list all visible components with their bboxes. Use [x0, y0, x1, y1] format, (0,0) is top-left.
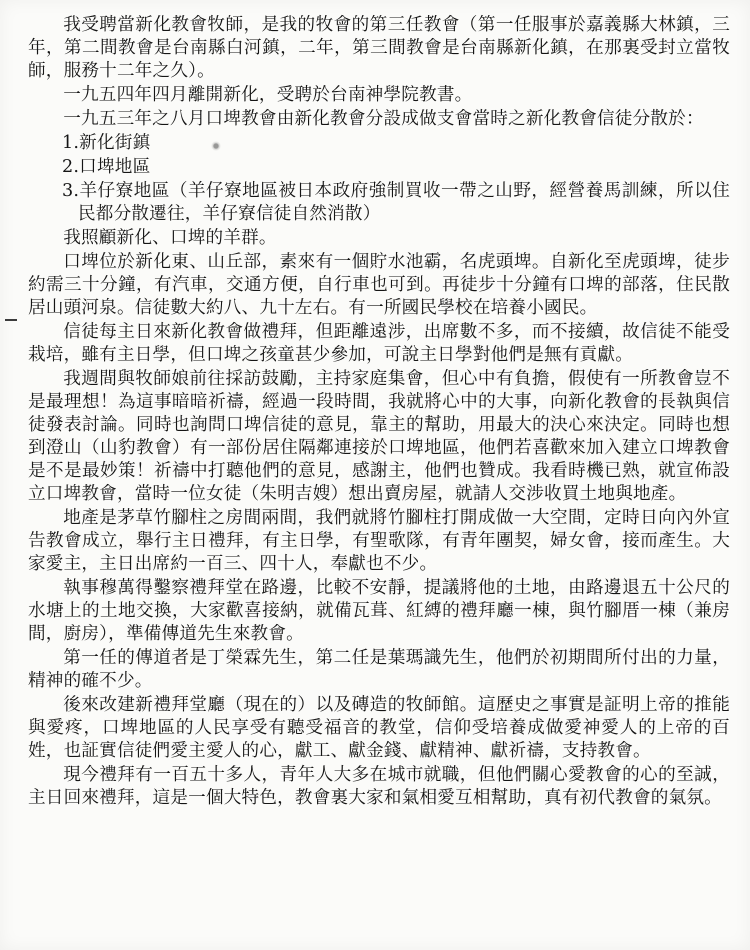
- paragraph-property: 地產是茅草竹腳柱之房間兩間，我們就將竹腳柱打開成做一大空間，定時日向內外宣告教會成立，舉行主日禮拜，有主日學，有聖歌隊，有青年團契，婦女會，接而產生。大家愛主，主日出席約一百三、四十人，奉獻也不少。: [28, 508, 730, 574]
- paragraph-intro: 我受聘當新化教會牧師，是我的牧會的第三任教會（第一任服事於嘉義縣大林鎮，三年，第二間教會是台南縣白河鎮，二年，第三間教會是台南縣新化鎮，在那裏受封立當牧師，服務十二年之久）。: [28, 15, 730, 81]
- paragraph-church-plan: 我週間與牧師娘前往採訪鼓勵，主持家庭集會，但心中有負擔，假使有一所教會豈不是最理想！為這事暗暗祈禱，經過一段時間，我就將心中的大事，向新化教會的長執與信徒發表討論。同時也詢問口埤信徒的意見，靠主的幫助，用最大的決心來決定。同時也想到澄山（山豹教會）有一部份居住隔鄰連接於口埤地區，他們若喜歡來加入建立口埤教會是不是最妙策！祈禱中打聽他們的意見，感謝主，他們也贊成。我看時機已熟，就宣佈設立口埤教會，當時一位女徒（朱明吉嫂）想出賣房屋，就請人交涉收買土地與地產。: [28, 369, 730, 504]
- paragraph-koupi-location: 口埤位於新化東、山丘部，素來有一個貯水池霸，名虎頭埤。自新化至虎頭埤，徒步約需三十分鐘，有汽車，交通方便，自行車也可到。再徒步十分鐘有口埤的部落，住民散居山頭河泉。信徒數大約八、九十左右。有一所國民學校在培養小國民。: [28, 252, 730, 318]
- paragraph-care-flock: 我照顧新化、口埤的羊群。: [63, 228, 277, 248]
- paragraph-preachers: 第一任的傳道者是丁榮霖先生，第二任是葉瑪識先生，他們於初期間所付出的力量，精神的確不少。: [28, 648, 730, 691]
- paragraph-rebuild: 後來改建新禮拜堂廳（現在的）以及磚造的牧師館。這歷史之事實是証明上帝的推能與愛疼，口埤地區的人民享受有聽受福音的教堂，信仰受培養成做愛神愛人的上帝的百姓，也証實信徒們愛主愛人的心，獻工、獻金錢、獻精神、獻祈禱，支持教會。: [28, 695, 730, 761]
- list-item-koupi-area: 2.口埤地區: [62, 157, 151, 177]
- margin-dash-mark: [5, 319, 17, 321]
- document-body: [28, 14, 730, 810]
- paragraph-sunday-attendance: 信徒每主日來新化教會做禮拜，但距離遠涉，出席數不多，而不接續，故信徒不能受栽培，雖有主日學，但口埤之孩童甚少參加，可說主日學對他們是無有貢獻。: [28, 322, 730, 365]
- paragraph-land-exchange: 執事穆萬得鑿察禮拜堂在路邊，比較不安靜，提議將他的土地，由路邊退五十公尺的水塘上的土地交換，大家歡喜接納，就備瓦葺、紅縛的禮拜廳一棟，與竹腳厝一棟（兼房間，廚房），準備傳道先生來教會。: [28, 578, 730, 644]
- list-item-xinhua-town: 1.新化街鎮: [62, 133, 151, 153]
- paragraph-branch-founding: 一九五三年之八月口埤教會由新化教會分設成做支會當時之新化教會信徒分散於：: [63, 109, 704, 129]
- paragraph-present-day: 現今禮拜有一百五十多人，青年人大多在城市就職，但他們關心愛教會的心的至誠，主日回來禮拜，這是一個大特色，教會裏大家和氣相愛互相幫助，真有初代教會的氣氛。: [28, 765, 730, 808]
- list-item-yangziliao-area: 3.羊仔寮地區（羊仔寮地區被日本政府強制買收一帶之山野，經營養馬訓練，所以住民都分散遷往，羊仔寮信徒自然消散）: [62, 181, 730, 224]
- paragraph-leave-xinhua: 一九五四年四月離開新化，受聘於台南神學院教書。: [63, 85, 473, 105]
